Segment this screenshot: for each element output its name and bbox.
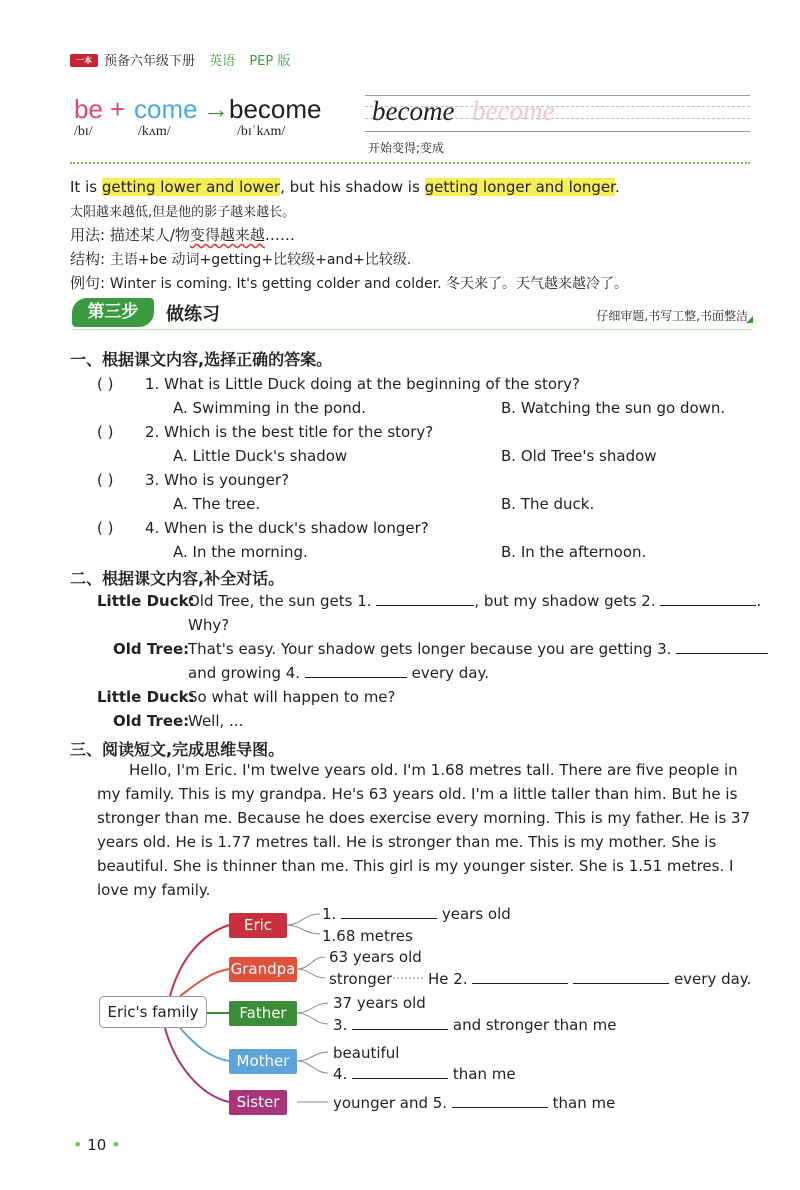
step-title: 做练习	[166, 304, 220, 325]
option-b[interactable]: B. The duck.	[501, 495, 595, 513]
node-grandpa: Grandpa	[229, 957, 297, 982]
step-note: 仔细审题,书写工整,书面整洁	[596, 309, 748, 323]
example-line: 例句: Winter is coming. It's getting colder and colder. 冬天来了。天气越来越冷了。	[70, 274, 628, 292]
book-title: 预备六年级下册	[104, 54, 196, 69]
leaf-connector	[287, 914, 320, 925]
speaker-little-duck: Little Duck:	[97, 592, 195, 610]
mother-size: 4. than me	[333, 1065, 516, 1083]
leaf-connector	[297, 1061, 328, 1073]
blank-mm-4[interactable]	[352, 1065, 448, 1079]
phonetic-come: /kʌm/	[138, 124, 171, 139]
question-text: 4. When is the duck's shadow longer?	[145, 519, 429, 537]
arrow-icon: →	[203, 94, 229, 124]
leaf-connector	[297, 1052, 328, 1061]
branch-eric	[170, 925, 229, 996]
brand-logo: 一本	[70, 54, 98, 67]
dialogue-line: That's easy. Your shadow gets longer because you are getting 3.	[188, 639, 768, 659]
speaker-old-tree: Old Tree:	[113, 640, 190, 658]
word-part-come: come	[134, 94, 198, 124]
option-a[interactable]: A. Little Duck's shadow	[173, 447, 348, 465]
mindmap-root: Eric's family	[99, 996, 207, 1028]
word-result: become	[229, 94, 322, 124]
question-text: 3. Who is younger?	[145, 471, 290, 489]
branch-sister	[165, 1028, 229, 1102]
word-meaning: 开始变得;变成	[368, 141, 445, 155]
leaf-connector	[287, 925, 320, 934]
blank-mm-2b[interactable]	[573, 970, 669, 984]
section-2-title: 二、根据课文内容,补全对话。	[70, 569, 285, 588]
edition-label: PEP 版	[249, 54, 291, 69]
passage-line: beautiful. She is thinner than me. This girl is my younger sister. She is 1.51 metres. I	[97, 857, 734, 875]
dialogue-line: Why?	[188, 616, 230, 634]
option-a[interactable]: A. Swimming in the pond.	[173, 399, 367, 417]
handwritten-word: become	[372, 96, 455, 126]
step-tag: 第三步	[72, 298, 154, 327]
mother-looks: beautiful	[333, 1044, 400, 1062]
dialogue-line: and growing 4. every day.	[188, 664, 490, 682]
leaf-connector	[297, 1013, 328, 1024]
leaf-connector	[297, 1003, 328, 1013]
plus-sign: +	[110, 94, 126, 124]
question-text: 1. What is Little Duck doing at the beginning of the story?	[145, 375, 581, 393]
speaker-old-tree: Old Tree:	[113, 712, 190, 730]
section-1-title: 一、根据课文内容,选择正确的答案。	[70, 350, 333, 369]
eric-height: 1.68 metres	[322, 927, 413, 945]
blank-mm-1[interactable]	[341, 905, 437, 919]
option-a[interactable]: A. The tree.	[173, 495, 261, 513]
passage-line: love my family.	[97, 881, 211, 899]
passage-line: Hello, I'm Eric. I'm twelve years old. I'm 1.68 metres tall. There are five people in	[129, 761, 738, 779]
dialogue-line: Well, ...	[188, 712, 244, 730]
passage-line: stronger than me. Because he does exercise every morning. This is my father. He is 37	[97, 809, 751, 827]
page-number: • 10 •	[73, 1135, 121, 1154]
leaf-connector	[297, 969, 325, 978]
phonetic-become: /bɪˈkʌm/	[237, 124, 286, 139]
node-mother: Mother	[229, 1049, 297, 1074]
eric-age: 1. years old	[322, 905, 511, 923]
dialogue-line: Old Tree, the sun gets 1. , but my shadow gets 2. .	[188, 592, 762, 610]
father-height: 3. and stronger than me	[333, 1016, 617, 1034]
option-a[interactable]: A. In the morning.	[173, 543, 308, 561]
sister-info: younger and 5. than me	[333, 1094, 616, 1112]
answer-paren[interactable]: ( )	[97, 519, 114, 537]
answer-paren[interactable]: ( )	[97, 471, 114, 489]
passage-line: my family. This is my grandpa. He's 63 years old. I'm a little taller than him. But he is	[97, 785, 738, 803]
option-b[interactable]: B. Old Tree's shadow	[501, 447, 657, 465]
node-father: Father	[229, 1001, 297, 1026]
node-eric: Eric	[229, 913, 287, 938]
section-3-title: 三、阅读短文,完成思维导图。	[70, 740, 285, 759]
example-translation: 太阳越来越低,但是他的影子越来越长。	[70, 205, 296, 220]
leaf-connector	[297, 957, 325, 969]
grandpa-habit: He 2. every day.	[428, 970, 752, 988]
subject-label: 英语	[209, 54, 236, 69]
branch-grandpa	[180, 969, 229, 996]
passage-line: years old. He is 1.77 metres tall. He is stronger than me. This is my mother. She is	[97, 833, 717, 851]
trace-word: become	[472, 96, 555, 126]
blank-mm-5[interactable]	[452, 1094, 548, 1108]
blank-mm-2a[interactable]	[472, 970, 568, 984]
option-b[interactable]: B. In the afternoon.	[501, 543, 647, 561]
phonetic-be: /bɪ/	[74, 124, 93, 139]
usage-line: 用法: 描述某人/物变得越来越……	[70, 226, 295, 244]
speaker-little-duck: Little Duck:	[97, 688, 195, 706]
father-age: 37 years old	[333, 994, 426, 1012]
option-b[interactable]: B. Watching the sun go down.	[501, 399, 726, 417]
example-sentence: It is getting lower and lower, but his shadow is getting longer and longer.	[70, 178, 620, 196]
grandpa-strength: stronger	[329, 970, 393, 988]
grandpa-age: 63 years old	[329, 948, 422, 966]
dialogue-line: So what will happen to me?	[188, 688, 396, 706]
blank-mm-3[interactable]	[352, 1016, 448, 1030]
branch-mother	[180, 1028, 229, 1061]
question-text: 2. Which is the best title for the story?	[145, 423, 434, 441]
structure-line: 结构: 主语+be 动词+getting+比较级+and+比较级.	[70, 250, 412, 268]
answer-paren[interactable]: ( )	[97, 423, 114, 441]
node-sister: Sister	[229, 1090, 287, 1115]
answer-paren[interactable]: ( )	[97, 375, 114, 393]
word-part-be: be	[74, 94, 103, 124]
